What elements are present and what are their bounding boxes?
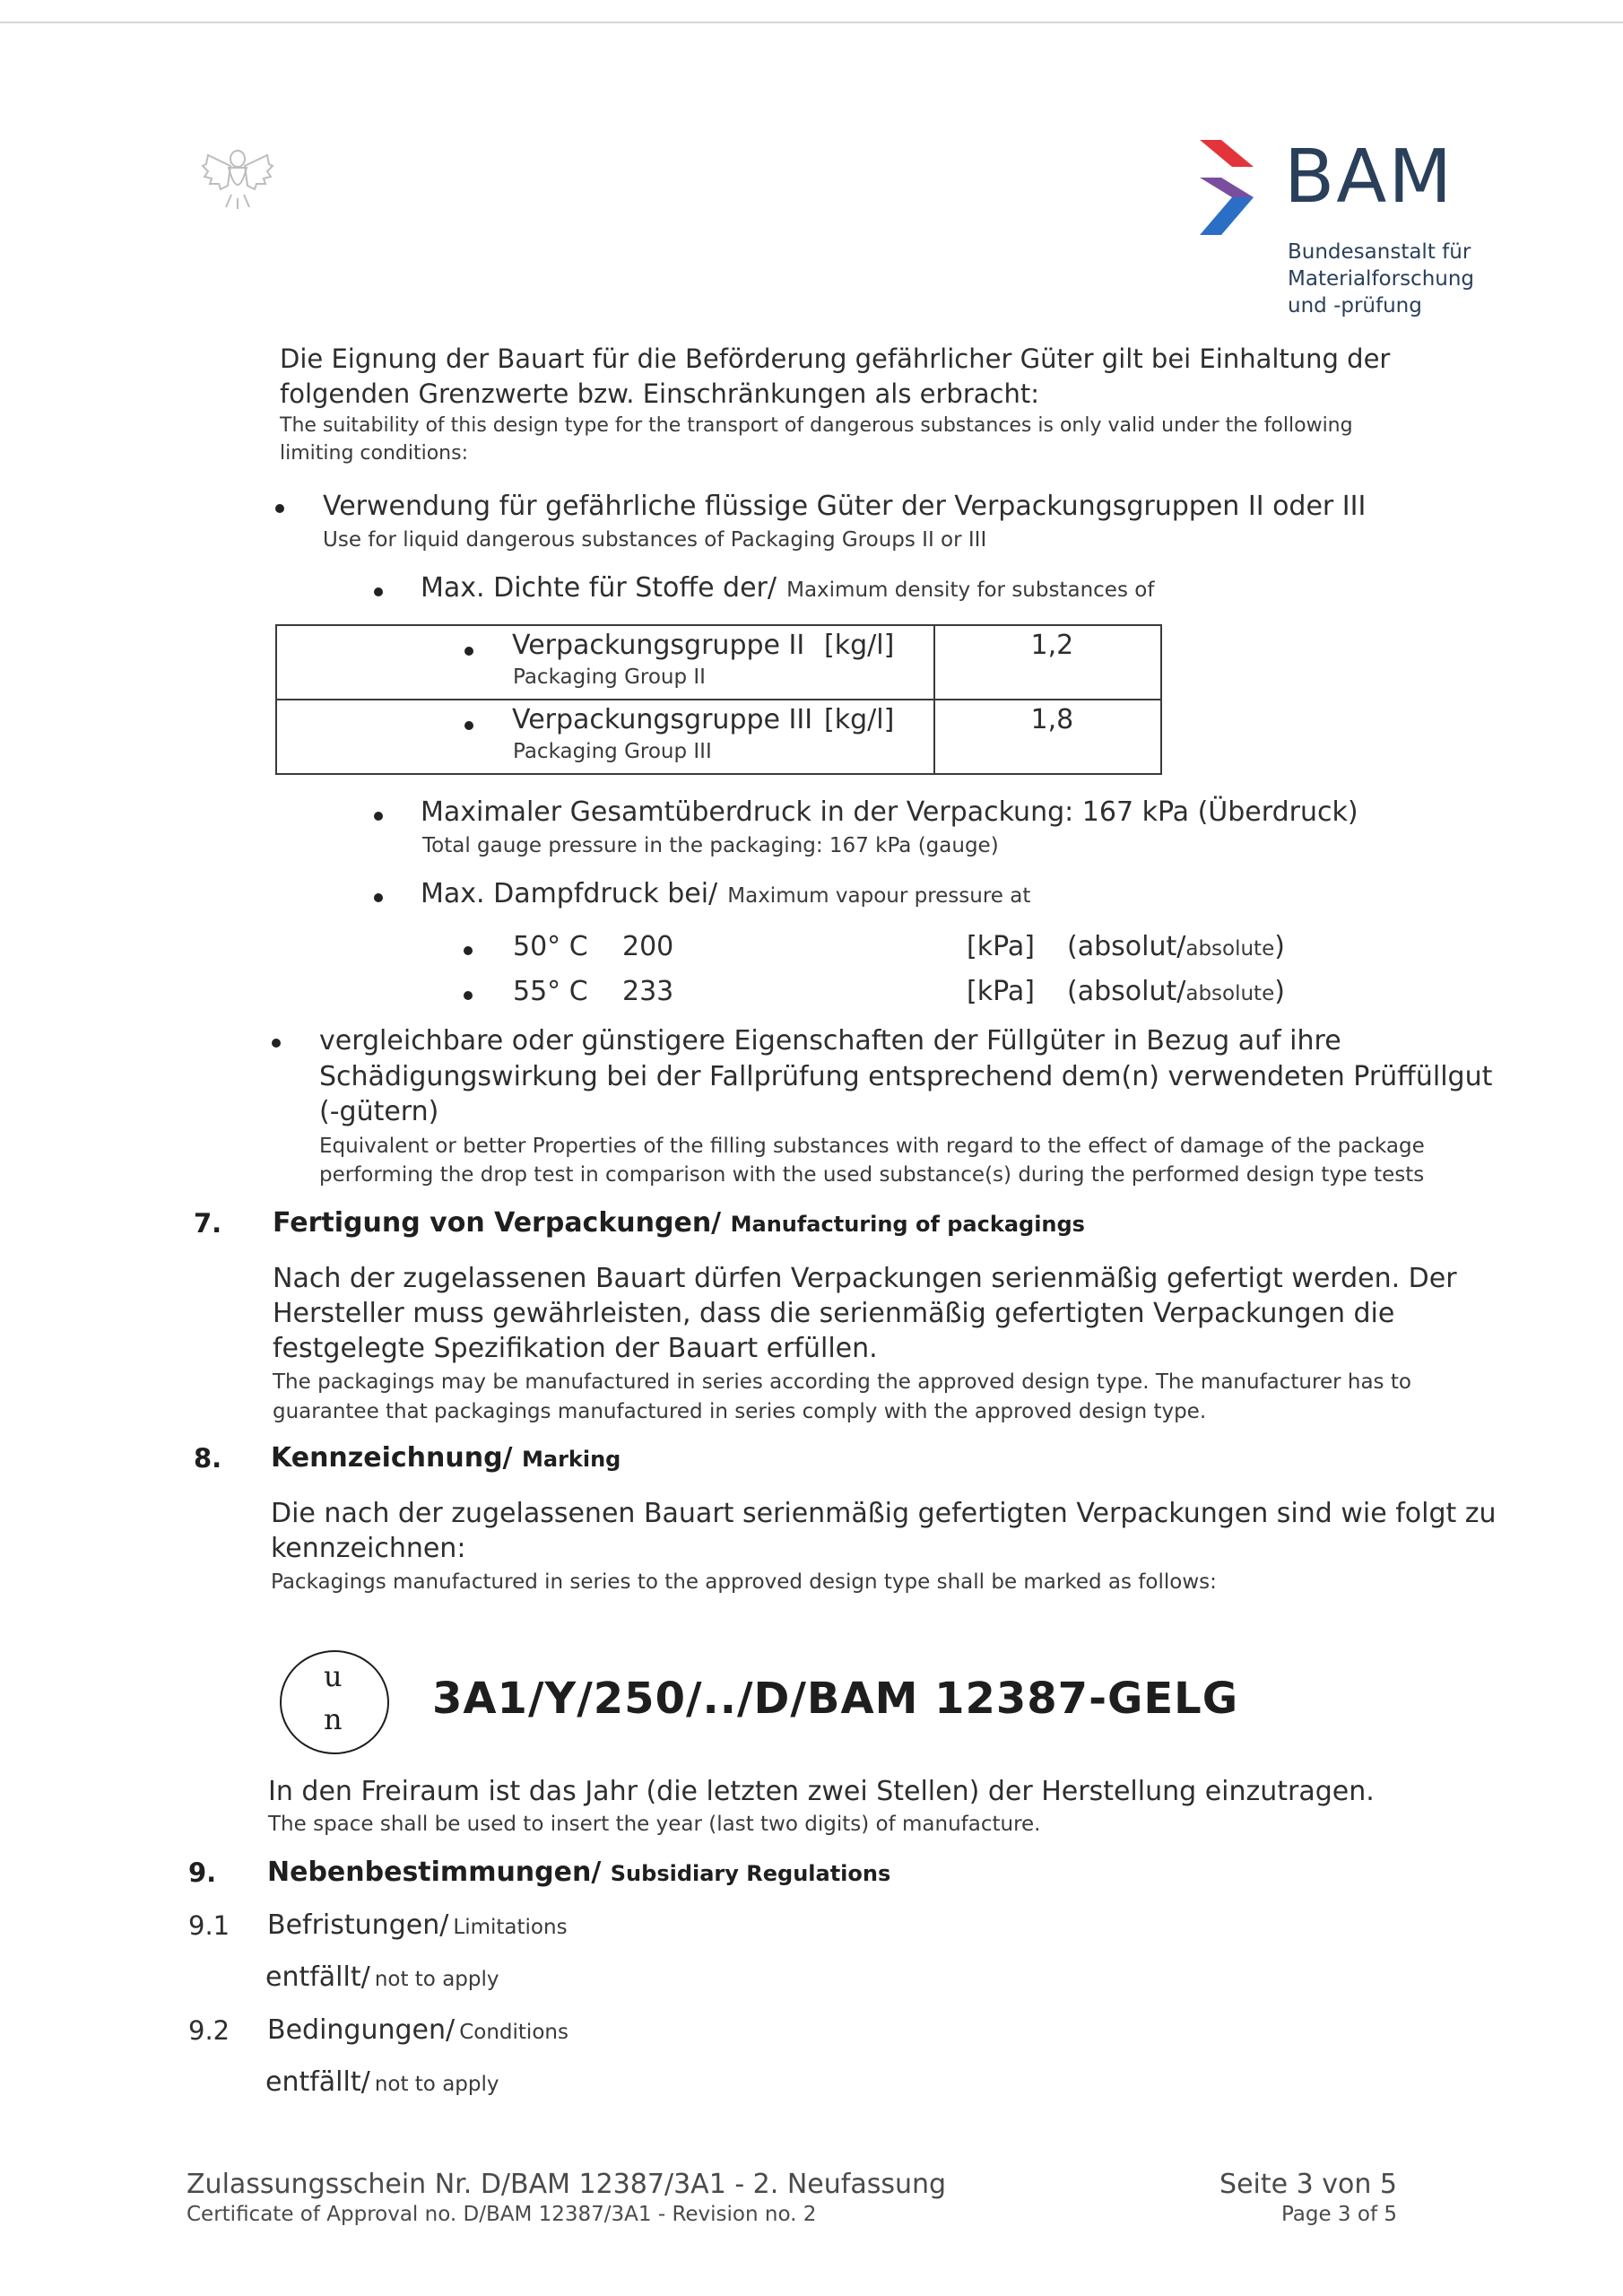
equiv-en-1: Equivalent or better Properties of the filling substances with regard to the effect of damage of the package xyxy=(319,1135,1425,1158)
density-table xyxy=(275,624,1162,775)
density-heading-de: Max. Dichte für Stoffe der/ xyxy=(421,572,777,604)
scan-top-edge xyxy=(0,22,1623,23)
bullet xyxy=(464,721,473,730)
un-packaging-symbol xyxy=(280,1650,389,1754)
density-group-iii-value: 1,8 xyxy=(1030,704,1074,735)
bam-brand-name: BAM xyxy=(1284,135,1454,220)
bullet xyxy=(374,587,383,596)
section-7-en-1: The packagings may be manufactured in series according the approved design type. The manufacturer has to xyxy=(273,1370,1411,1394)
vapour-heading-de: Max. Dampfdruck bei/ xyxy=(421,878,718,909)
vapour-heading xyxy=(421,878,1030,909)
section-9-title: Nebenbestimmungen/ Subsidiary Regulations xyxy=(267,1857,891,1888)
intro-de-line-2: folgenden Grenzwerte bzw. Einschränkungen als erbracht: xyxy=(280,378,1039,409)
marking-code: 3A1/Y/250/../D/BAM 12387-GELG xyxy=(432,1674,1239,1724)
equiv-de-2: Schädigungswirkung bei der Fallprüfung entsprechend dem(n) verwendeten Prüffüllgut xyxy=(319,1061,1493,1092)
section-7-de-1: Nach der zugelassenen Bauart dürfen Verpackungen serienmäßig gefertigt werden. Der xyxy=(273,1263,1457,1294)
footer-page-en: Page 3 of 5 xyxy=(1280,2203,1397,2226)
equiv-en-2: performing the drop test in comparison with the used substance(s) during the performed design type tests xyxy=(319,1163,1425,1187)
section-8-de-1: Die nach der zugelassenen Bauart serienmäßig gefertigten Verpackungen sind wie folgt zu xyxy=(271,1498,1497,1529)
section-9-2-title: Bedingungen/ Conditions xyxy=(267,2014,568,2046)
pressure-en: Total gauge pressure in the packaging: 167 kPa (gauge) xyxy=(422,834,999,857)
year-en: The space shall be used to insert the year (last two digits) of manufacture. xyxy=(268,1813,1041,1836)
vapour-55-temp: 55° C xyxy=(513,976,588,1007)
intro-en-line-2: limiting conditions: xyxy=(280,442,468,465)
bam-brand-sub-2: Materialforschung xyxy=(1288,267,1475,291)
section-9-2-value: entfällt/ not to apply xyxy=(265,2066,499,2098)
bullet xyxy=(275,504,284,513)
section-7-de-2: Hersteller muss gewährleisten, dass die serienmäßig gefertigten Verpackungen die xyxy=(273,1298,1395,1329)
section-9-2-number: 9.2 xyxy=(188,2015,230,2046)
liquid-use-de: Verwendung für gefährliche flüssige Güter der Verpackungsgruppen II oder III xyxy=(323,491,1367,522)
bam-logo xyxy=(1198,135,1575,332)
section-9-1-number: 9.1 xyxy=(188,1910,230,1941)
federal-eagle-icon xyxy=(199,139,276,211)
table-row xyxy=(276,700,1161,774)
intro-en-line-1: The suitability of this design type for the transport of dangerous substances is only valid under the following xyxy=(280,414,1353,437)
bullet xyxy=(272,1039,281,1048)
bullet xyxy=(464,647,473,656)
density-group-ii-en: Packaging Group II xyxy=(513,665,706,689)
equiv-de-1: vergleichbare oder günstigere Eigenschaften der Füllgüter in Bezug auf ihre xyxy=(319,1025,1341,1057)
vapour-55-unit: [kPa] xyxy=(967,976,1035,1007)
pressure-de: Maximaler Gesamtüberdruck in der Verpackung: 167 kPa (Überdruck) xyxy=(421,796,1358,828)
footer-cert-en: Certificate of Approval no. D/BAM 12387/3A1 - Revision no. 2 xyxy=(187,2203,817,2226)
vapour-50-unit: [kPa] xyxy=(967,931,1035,962)
density-heading xyxy=(421,572,1154,604)
density-group-ii-de: Verpackungsgruppe II xyxy=(512,630,805,661)
bullet xyxy=(374,893,383,902)
section-9-1-value: entfällt/ not to apply xyxy=(265,1961,499,1993)
footer-cert-de: Zulassungsschein Nr. D/BAM 12387/3A1 - 2. Neufassung xyxy=(187,2169,947,2200)
density-group-ii-value: 1,2 xyxy=(1030,630,1074,661)
section-8-number: 8. xyxy=(194,1443,222,1474)
section-8-en-1: Packagings manufactured in series to the approved design type shall be marked as follows: xyxy=(271,1570,1217,1594)
density-group-iii-de: Verpackungsgruppe III xyxy=(512,704,813,735)
bam-brand-sub-3: und -prüfung xyxy=(1288,294,1422,317)
vapour-50-note: (absolut/absolute) xyxy=(1067,931,1285,962)
section-8-title: Kennzeichnung/ Marking xyxy=(271,1442,621,1474)
vapour-55-value: 233 xyxy=(622,976,674,1007)
intro-de-line-1: Die Eignung der Bauart für die Beförderung gefährlicher Güter gilt bei Einhaltung der xyxy=(280,344,1391,374)
section-9-number: 9. xyxy=(188,1857,217,1888)
un-symbol-bottom: n xyxy=(324,1702,343,1736)
section-9-1-title: Befristungen/ Limitations xyxy=(267,1909,568,1941)
section-8-de-2: kennzeichnen: xyxy=(271,1533,466,1564)
density-group-iii-unit: [kg/l] xyxy=(824,704,895,735)
section-7-number: 7. xyxy=(194,1208,222,1239)
un-symbol-top: u xyxy=(324,1659,343,1693)
bullet xyxy=(464,991,473,1000)
vapour-50-temp: 50° C xyxy=(513,931,588,962)
section-7-de-3: festgelegte Spezifikation der Bauart erfüllen. xyxy=(273,1333,878,1364)
bullet xyxy=(374,812,383,821)
vapour-heading-en: Maximum vapour pressure at xyxy=(727,884,1031,908)
bam-brand-sub-1: Bundesanstalt für xyxy=(1288,240,1471,264)
bam-logo-mark-icon xyxy=(1198,138,1255,239)
density-group-ii-unit: [kg/l] xyxy=(824,630,895,661)
year-de: In den Freiraum ist das Jahr (die letzten zwei Stellen) der Herstellung einzutragen. xyxy=(268,1776,1375,1807)
vapour-50-value: 200 xyxy=(622,931,674,962)
density-group-iii-en: Packaging Group III xyxy=(513,740,712,763)
section-7-title: Fertigung von Verpackungen/ Manufacturing of packagings xyxy=(273,1207,1085,1239)
table-row xyxy=(276,625,1161,700)
density-heading-en: Maximum density for substances of xyxy=(786,578,1155,602)
liquid-use-en: Use for liquid dangerous substances of Packaging Groups II or III xyxy=(323,528,987,552)
vapour-55-note: (absolut/absolute) xyxy=(1067,976,1285,1007)
footer-page-de: Seite 3 von 5 xyxy=(1219,2169,1397,2200)
bullet xyxy=(464,946,473,955)
equiv-de-3: (-gütern) xyxy=(319,1096,439,1127)
section-7-en-2: guarantee that packagings manufactured in series comply with the approved design type. xyxy=(273,1400,1207,1423)
